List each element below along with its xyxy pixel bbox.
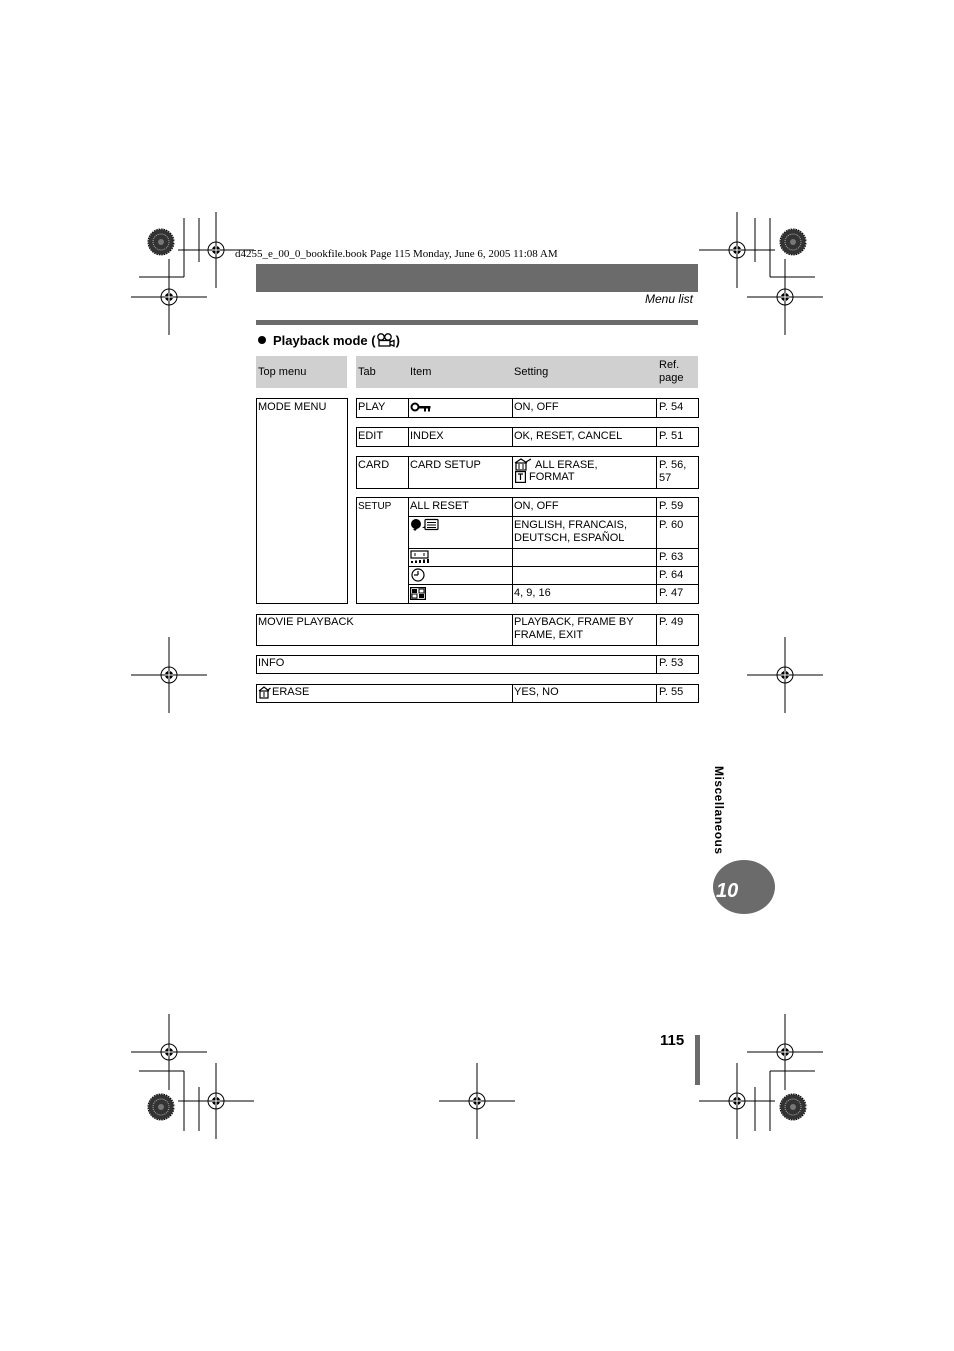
all-erase-icon <box>514 458 532 471</box>
header-top-menu <box>256 356 347 388</box>
erase-row <box>256 684 699 703</box>
tab-card: CARD <box>358 459 390 471</box>
setup-setting-all-reset: ON, OFF <box>514 500 559 512</box>
format-icon <box>515 471 526 483</box>
tab-play: PLAY <box>358 401 386 413</box>
edit-setting: OK, RESET, CANCEL <box>514 430 623 442</box>
heading-text-before: Playback mode ( <box>273 333 376 348</box>
setup-ref-language: P. 60 <box>659 519 684 531</box>
play-setting: ON, OFF <box>514 401 559 413</box>
header-tab-label: Tab <box>358 366 376 378</box>
movie-playback-setting: PLAYBACK, FRAME BY FRAME, EXIT <box>514 616 634 641</box>
movie-playback-ref: P. 49 <box>659 616 684 628</box>
header-item-label: Item <box>410 366 432 378</box>
info-label: INFO <box>258 657 285 669</box>
section-rule <box>256 320 698 325</box>
page-number-bar <box>695 1035 700 1085</box>
section-title: Menu list <box>645 292 694 306</box>
language-icon <box>410 518 440 532</box>
file-info: d4255_e_00_0_bookfile.book Page 115 Monday, June 6, 2005 11:08 AM <box>235 248 558 260</box>
mode-menu-label: MODE MENU <box>258 401 327 413</box>
monitor-brightness-icon <box>410 550 430 564</box>
play-ref: P. 54 <box>659 401 684 413</box>
erase-ref: P. 55 <box>659 686 684 698</box>
erase-setting: YES, NO <box>514 686 559 698</box>
setup-item-all-reset: ALL RESET <box>410 500 469 512</box>
setup-ref-all-reset: P. 59 <box>659 500 684 512</box>
bullet-icon <box>258 336 266 344</box>
header-ref-page-label: Ref. page <box>659 359 684 384</box>
setup-ref-monitor: P. 63 <box>659 551 684 563</box>
erase-label: ERASE <box>272 686 310 698</box>
edit-item: INDEX <box>410 430 444 442</box>
card-item: CARD SETUP <box>410 459 481 471</box>
header-columns <box>356 356 698 388</box>
setup-setting-language: ENGLISH, FRANCAIS, DEUTSCH, ESPAÑOL <box>514 519 628 544</box>
tab-setup: SETUP <box>358 501 392 512</box>
header-setting-label: Setting <box>514 366 549 378</box>
card-setting-line1: ALL ERASE, <box>535 459 598 471</box>
setup-setting-index: 4, 9, 16 <box>514 587 551 599</box>
mode-menu-cell <box>256 398 348 604</box>
info-ref: P. 53 <box>659 657 684 669</box>
card-ref: P. 56, 57 <box>659 459 687 484</box>
index-grid-icon <box>410 587 426 600</box>
page-number: 115 <box>660 1032 685 1049</box>
key-icon <box>410 402 432 413</box>
clock-icon <box>410 568 426 582</box>
card-setting-line2: FORMAT <box>529 471 575 483</box>
setup-ref-clock: P. 64 <box>659 569 684 581</box>
erase-icon <box>258 686 271 699</box>
edit-ref: P. 51 <box>659 430 684 442</box>
movie-playback-label: MOVIE PLAYBACK <box>258 616 354 628</box>
chapter-number-badge <box>713 860 775 914</box>
chapter-number: 10 <box>716 880 739 902</box>
heading-text-after: ) <box>395 333 400 348</box>
header-bar <box>256 264 698 292</box>
movie-camera-icon <box>376 333 396 347</box>
header-top-menu-label: Top menu <box>258 366 307 378</box>
playback-mode-heading <box>258 333 400 348</box>
chapter-title: Miscellaneous <box>712 766 726 855</box>
setup-ref-index: P. 47 <box>659 587 684 599</box>
info-row <box>256 655 699 674</box>
tab-edit: EDIT <box>358 430 384 442</box>
